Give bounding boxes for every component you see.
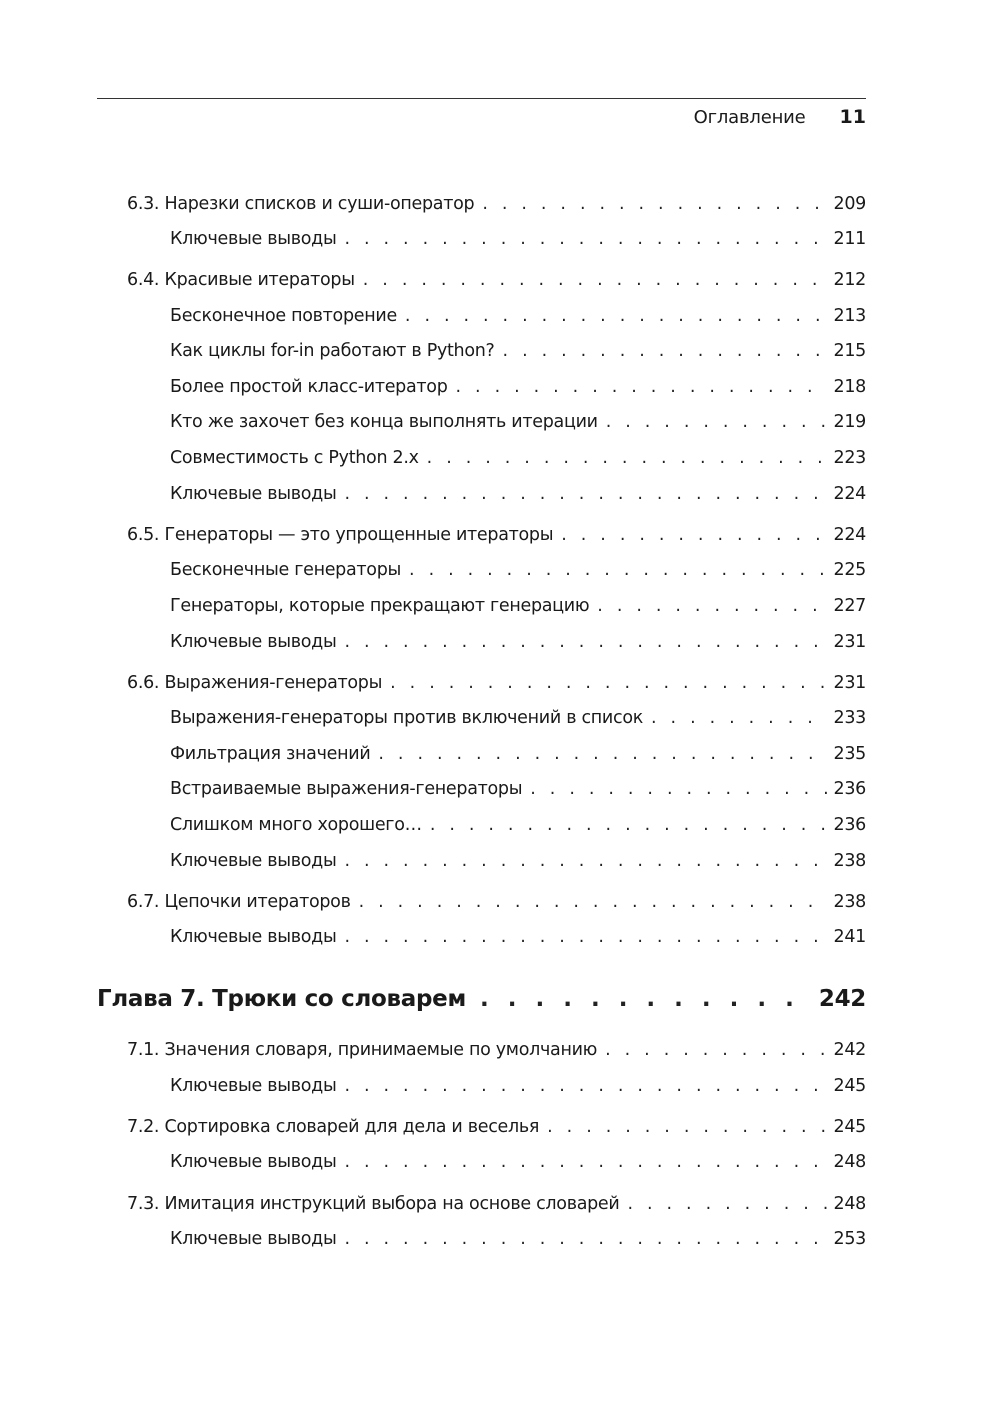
toc-entry-title: Ключевые выводы <box>170 484 337 504</box>
toc-entry-title: Бесконечное повторение <box>170 306 397 326</box>
dot-leader <box>359 890 828 914</box>
dot-leader <box>547 1115 827 1139</box>
running-header <box>694 106 866 128</box>
toc-entry-page: 209 <box>833 194 866 214</box>
dot-leader <box>605 1038 827 1062</box>
toc-entry-subsection[interactable] <box>170 1074 866 1098</box>
toc-entry-chapter[interactable] <box>97 984 866 1014</box>
dot-leader <box>606 410 828 434</box>
toc-entry-title: Кто же захочет без конца выполнять итерации <box>170 412 598 432</box>
toc-entry-subsection[interactable] <box>170 925 866 949</box>
dot-leader <box>344 1150 827 1174</box>
toc-entry-page: 236 <box>833 815 866 835</box>
toc-entry-subsection[interactable] <box>170 813 866 837</box>
toc-entry-subsection[interactable] <box>170 706 866 730</box>
toc-entry-subsection[interactable] <box>170 339 866 363</box>
toc-entry-title: Фильтрация значений <box>170 744 371 764</box>
toc-entry-title: Ключевые выводы <box>170 1152 337 1172</box>
toc-entry-page: 212 <box>833 270 866 290</box>
dot-leader <box>344 630 827 654</box>
toc-chapter-title: Глава 7. Трюки со словарем <box>97 986 466 1012</box>
dot-leader <box>378 742 827 766</box>
toc-entry-section[interactable] <box>127 523 866 547</box>
toc-entry-title: Ключевые выводы <box>170 632 337 652</box>
dot-leader <box>409 558 827 582</box>
toc-entry-page: 227 <box>833 596 866 616</box>
toc-entry-title: Ключевые выводы <box>170 1229 337 1249</box>
toc-entry-section[interactable] <box>127 890 866 914</box>
dot-leader <box>430 813 828 837</box>
toc-entry-page: 215 <box>833 341 866 361</box>
toc-entry-title: 6.5. Генераторы — это упрощенные итераторы <box>127 525 554 545</box>
dot-leader <box>530 777 827 801</box>
toc-entry-subsection[interactable] <box>170 594 866 618</box>
toc-entry-title: Генераторы, которые прекращают генерацию <box>170 596 590 616</box>
toc-entry-page: 245 <box>833 1076 866 1096</box>
toc-entry-subsection[interactable] <box>170 630 866 654</box>
toc-entry-subsection[interactable] <box>170 558 866 582</box>
toc-entry-page: 223 <box>833 448 866 468</box>
dot-leader <box>344 1227 827 1251</box>
toc-entry-subsection[interactable] <box>170 304 866 328</box>
toc-entry-page: 235 <box>833 744 866 764</box>
toc-entry-page: 236 <box>833 779 866 799</box>
toc-entry-page: 253 <box>833 1229 866 1249</box>
toc-entry-page: 238 <box>833 892 866 912</box>
toc-entry-title: Выражения-генераторы против включений в список <box>170 708 644 728</box>
toc-entry-section[interactable] <box>127 268 866 292</box>
page-number: 11 <box>839 106 866 128</box>
toc-entry-subsection[interactable] <box>170 777 866 801</box>
toc-entry-subsection[interactable] <box>170 446 866 470</box>
toc-entry-page: 211 <box>833 229 866 249</box>
toc-entry-subsection[interactable] <box>170 742 866 766</box>
toc-entry-page: 241 <box>833 927 866 947</box>
toc-entry-subsection[interactable] <box>170 375 866 399</box>
toc-entry-title: 7.2. Сортировка словарей для дела и веселья <box>127 1117 540 1137</box>
header-rule <box>97 98 866 99</box>
toc-entry-title: Более простой класс-итератор <box>170 377 448 397</box>
toc-entry-title: 7.3. Имитация инструкций выбора на основе словарей <box>127 1194 620 1214</box>
toc-entry-title: Встраиваемые выражения-генераторы <box>170 779 523 799</box>
toc-entry-title: Как циклы for-in работают в Python? <box>170 341 495 361</box>
toc-entry-subsection[interactable] <box>170 482 866 506</box>
toc-entry-page: 224 <box>833 484 866 504</box>
toc-entry-title: 6.4. Красивые итераторы <box>127 270 355 290</box>
toc-entry-section[interactable] <box>127 671 866 695</box>
dot-leader <box>344 925 827 949</box>
dot-leader <box>651 706 827 730</box>
toc-entry-page: 225 <box>833 560 866 580</box>
toc-entry-title: 7.1. Значения словаря, принимаемые по умолчанию <box>127 1040 598 1060</box>
toc-entry-page: 231 <box>833 673 866 693</box>
toc-entry-page: 248 <box>833 1152 866 1172</box>
toc-entry-title: Ключевые выводы <box>170 229 337 249</box>
dot-leader <box>561 523 827 547</box>
toc-entry-title: 6.6. Выражения-генераторы <box>127 673 383 693</box>
dot-leader <box>482 192 827 216</box>
toc-entry-section[interactable] <box>127 1115 866 1139</box>
dot-leader <box>344 482 827 506</box>
toc-entry-page: 224 <box>833 525 866 545</box>
toc-entry-title: Бесконечные генераторы <box>170 560 402 580</box>
dot-leader <box>480 984 809 1014</box>
toc-entry-title: Совместимость с Python 2.x <box>170 448 419 468</box>
toc-entry-subsection[interactable] <box>170 1150 866 1174</box>
dot-leader <box>627 1192 827 1216</box>
toc-entry-page: 242 <box>833 1040 866 1060</box>
dot-leader <box>405 304 828 328</box>
running-header-title: Оглавление <box>693 107 806 128</box>
toc-entry-page: 213 <box>833 306 866 326</box>
toc-entry-title: 6.3. Нарезки списков и суши-оператор <box>127 194 475 214</box>
toc-entry-section[interactable] <box>127 1192 866 1216</box>
toc-entry-page: 233 <box>833 708 866 728</box>
toc-entry-subsection[interactable] <box>170 410 866 434</box>
dot-leader <box>427 446 828 470</box>
toc-entry-page: 219 <box>833 412 866 432</box>
toc-entry-page: 231 <box>833 632 866 652</box>
dot-leader <box>390 671 827 695</box>
toc-entry-title: Ключевые выводы <box>170 1076 337 1096</box>
toc-entry-title: Слишком много хорошего… <box>170 815 422 835</box>
toc-entry-subsection[interactable] <box>170 227 866 251</box>
toc-entry-title: Ключевые выводы <box>170 927 337 947</box>
dot-leader <box>597 594 827 618</box>
toc-chapter-page: 242 <box>818 986 866 1012</box>
dot-leader <box>344 1074 827 1098</box>
dot-leader <box>344 849 827 873</box>
toc-entry-title: Ключевые выводы <box>170 851 337 871</box>
toc-entry-subsection[interactable] <box>170 849 866 873</box>
toc-entry-section[interactable] <box>127 1038 866 1062</box>
dot-leader <box>363 268 828 292</box>
dot-leader <box>344 227 827 251</box>
toc-entry-section[interactable] <box>127 192 866 216</box>
toc-entry-page: 245 <box>833 1117 866 1137</box>
toc-entry-page: 238 <box>833 851 866 871</box>
dot-leader <box>456 375 828 399</box>
toc-entry-page: 218 <box>833 377 866 397</box>
toc-entry-title: 6.7. Цепочки итераторов <box>127 892 351 912</box>
toc-entry-page: 248 <box>833 1194 866 1214</box>
toc-entry-subsection[interactable] <box>170 1227 866 1251</box>
dot-leader <box>503 339 828 363</box>
